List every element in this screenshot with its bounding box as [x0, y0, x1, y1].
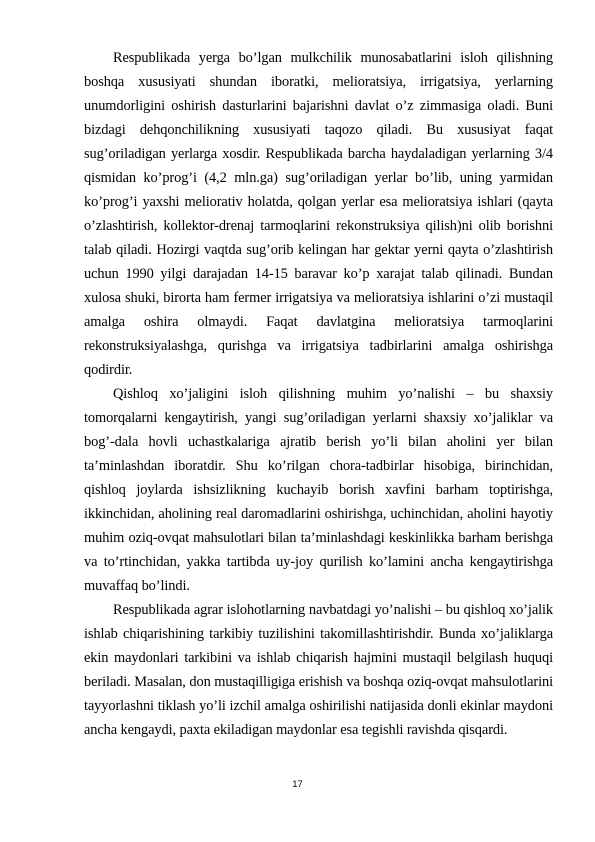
document-body	[84, 46, 553, 742]
paragraph-household-plots: Qishloq xo’jaligini isloh qilishning muhim yo’nalishi – bu shaxsiy tomorqalarni kengaytirish, yangi sug’oriladigan yerlarni shaxsiy xo’jaliklar va bog’-dala hovli uchastkalariga ajratib berish yo’li bilan aholini yer bilan ta’minlashdan iboratdir. Shu ko’rilgan chora-tadbirlar hisobiga, birinchidan, qishloq joylarda ishsizlikning kuchayib borish xavfini barham toptirishga, ikkinchidan, aholining real daromadlarini oshirishga, uchinchidan, aholini hayotiy muhim oziq-ovqat mahsulotlari bilan ta’minlashdagi keskinlikka barham berishga va to’rtinchidan, yakka tartibda uy-joy qurilish ko’lamini ancha kengaytirishga muvaffaq bo’lindi.	[84, 386, 553, 594]
page-number: 17	[292, 779, 303, 790]
paragraph-land-reform: Respublikada yerga bo’lgan mulkchilik munosabatlarini isloh qilishning boshqa xususiyati shundan iboratki, melioratsiya, irrigatsiya, yerlarning unumdorligini oshirish dasturlarini bajarishni davlat o’z zimmasiga oladi. Buni bizdagi dehqonchilikning xususiyati taqozo qiladi. Bu xususiyat faqat sug’oriladigan yerlarga xosdir. Respublikada barcha haydaladigan yerlarning 3/4 qismidan ko’prog’i (4,2 mln.ga) sug’oriladigan yerlar bo’lib, uning yarmidan ko’prog’i yaxshi meliorativ holatda, qolgan yerlar esa melioratsiya ishlari (qayta o’zlashtirish, kollektor-drenaj tarmoqlarini rekonstruksiya qilish)ni olib borishni talab qiladi. Hozirgi vaqtda sug’orib kelingan har gektar yerni qayta o’zlashtirish uchun 1990 yilgi darajadan 14-15 baravar ko’p xarajat talab qilinadi. Bundan xulosa shuki, birorta ham fermer irrigatsiya va melioratsiya ishlarini o’zi mustaqil amalga oshira olmaydi. Faqat davlatgina melioratsiya tarmoqlarini rekonstruksiyalashga, qurishga va irrigatsiya tadbirlarini amalga oshirishga qodirdir.	[84, 50, 553, 378]
paragraph-agrarian-structure: Respublikada agrar islohotlarning navbatdagi yo’nalishi – bu qishloq xo’jalik ishlab chiqarishining tarkibiy tuzilishini takomillashtirishdir. Bunda xo’jaliklarga ekin maydonlari tarkibini va ishlab chiqarish hajmini mustaqil belgilash huquqi beriladi. Masalan, don mustaqilligiga erishish va boshqa oziq-ovqat mahsulotlarini tayyorlashni tiklash yo’li izchil amalga oshirilishi natijasida donli ekinlar maydoni ancha kengaydi, paxta ekiladigan maydonlar esa tegishli ravishda qisqardi.	[84, 602, 553, 738]
